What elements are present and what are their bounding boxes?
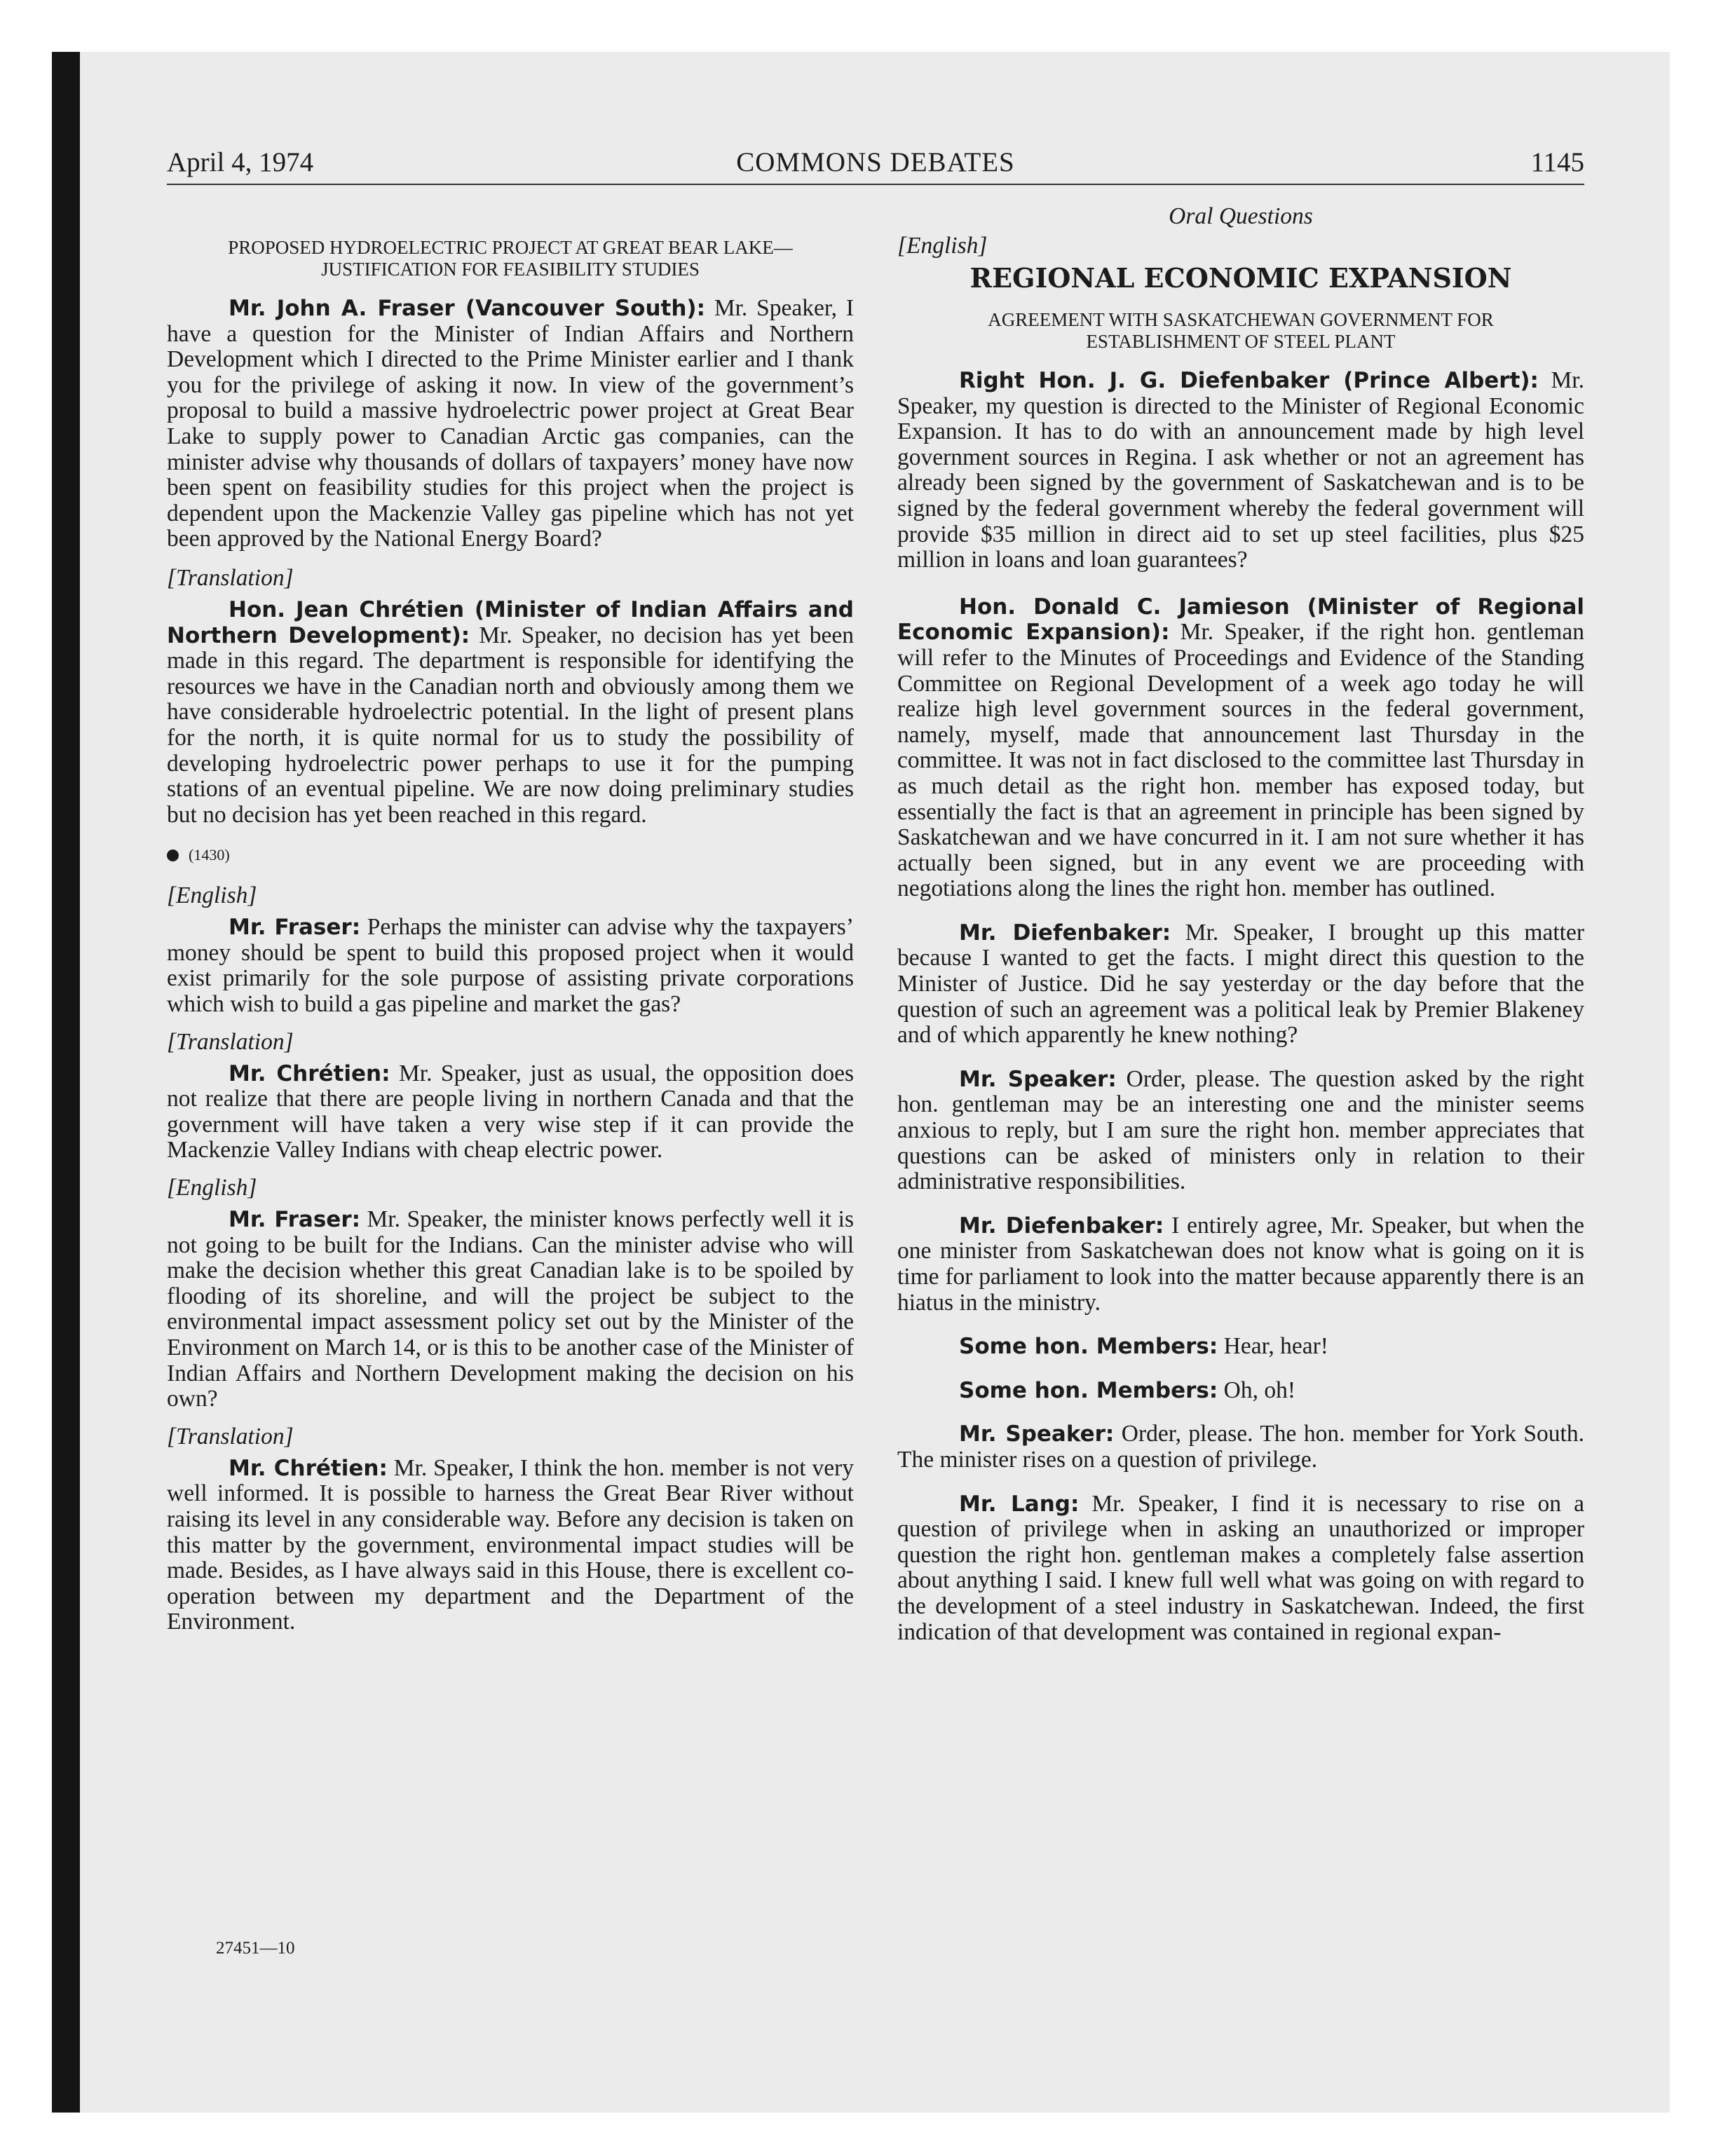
- paragraph: [167, 1456, 854, 1635]
- speaker-name: Mr. Fraser:: [229, 1207, 360, 1233]
- speech-text: Mr. Speaker, I brought up this matter because I wanted to get the facts. I might direct this question to the Minister of Justice. Did he say yesterday or the day before that the question of such an agreement was a political leak by Premier Blakeney and of which apparently he knew nothing?: [897, 919, 1584, 1049]
- speaker-name: Mr. Fraser:: [229, 915, 361, 941]
- speech-text: Mr. Speaker, my question is directed to the Minister of Regional Economic Expansion. It has to do with an announcement made by high level government sources in Regina. I ask whether or not an agreement has already been signed by the government of Saskatchewan and is to be signed by the federal government whereby the federal government will provide $35 million in direct aid to set up steel facilities, plus $25 million in loans and loan guarantees?: [897, 367, 1584, 573]
- speech-text: Order, please. The hon. member for York South. The minister rises on a question of privilege.: [897, 1421, 1584, 1473]
- paragraph: [167, 597, 854, 828]
- language-marker: [Translation]: [167, 1028, 294, 1055]
- speech-text: Mr. Speaker, I have a question for the Minister of Indian Affairs and Northern Development which I directed to the Prime Minister earlier and I thank you for the privilege of asking it now. In view of the government’s proposal to build a massive hydroelectric power project at Great Bear Lake to supply power to Canadian Arctic gas companies, can the minister advise why thousands of dollars of taxpayers’ money have now been spent on feasibility studies for this project when the project is dependent upon the Mackenzie Valley gas pipeline which has not yet been approved by the National Energy Board?: [167, 295, 854, 552]
- speech-text: Mr. Speaker, I find it is necessary to rise on a question of privilege when in asking an unauthorized or improper question the right hon. gentleman makes a completely false assertion about anything I said. I knew full well what was going on with regard to the development of a steel industry in Saskatchewan. Indeed, the first indication of that development was contained in regional expan-: [897, 1490, 1584, 1645]
- section-heading: REGIONAL ECONOMIC EXPANSION: [969, 262, 1512, 294]
- left-subheading: PROPOSED HYDROELECTRIC PROJECT AT GREAT BEAR LAKE—JUSTIFICATION FOR FEASIBILITY STUDIES: [228, 237, 793, 280]
- time-marker-text: (1430): [189, 846, 230, 864]
- paragraph: [167, 915, 854, 1017]
- language-marker: [English]: [167, 882, 257, 909]
- bullet-dot-icon: [167, 850, 179, 861]
- speech-text: I entirely agree, Mr. Speaker, but when the one minister from Saskatchewan does not know what is going on it is time for parliament to look into the matter because apparently there is an hiatus in the ministry.: [897, 1212, 1584, 1316]
- speech-text: Mr. Speaker, the minister knows perfectly well it is not going to be built for the Indians. Can the minister advise who will make the decision whether this great Canadian lake is to be spoiled by flooding of its shoreline, and will the project be subject to the environmental impact assessment policy set out by the Minister of the Environment on March 14, or is this to be another case of the Minister of Indian Affairs and Northern Development making the decision on his own?: [167, 1206, 854, 1412]
- speaker-name: Mr. Chrétien:: [229, 1060, 390, 1086]
- speaker-name: Mr. Speaker:: [959, 1066, 1117, 1092]
- language-marker: [English]: [167, 1175, 257, 1201]
- paragraph: [167, 1061, 854, 1164]
- language-marker: [English]: [897, 233, 988, 259]
- header-page-number: 1145: [1530, 147, 1584, 177]
- speaker-name: Mr. Diefenbaker:: [959, 1213, 1164, 1239]
- language-marker: [Translation]: [167, 564, 294, 591]
- paragraph: [167, 296, 854, 552]
- paragraph: [897, 1334, 1584, 1360]
- speaker-name: Hon. Donald C. Jamieson (Minister of Regional Economic Expansion):: [897, 594, 1584, 646]
- right-subheading: AGREEMENT WITH SASKATCHEWAN GOVERNMENT FOR ESTABLISHMENT OF STEEL PLANT: [988, 309, 1494, 352]
- speech-text: Mr. Speaker, no decision has yet been made in this regard. The department is responsible for identifying the resources we have in the Canadian north and obviously among them we have considerable hydroelectric potential. In the light of present plans for the north, it is quite normal for us to study the possibility of developing hydroelectric power perhaps to use it for the pumping stations of an eventual pipeline. We are now doing preliminary studies but no decision has yet been reached in this regard.: [167, 622, 854, 828]
- speaker-name: Mr. Diefenbaker:: [959, 920, 1171, 946]
- speech-text: Perhaps the minister can advise why the taxpayers’ money should be spent to build this proposed project when it would exist primarily for the sole purpose of assisting private corporations which wish to build a gas pipeline and market the gas?: [167, 914, 854, 1018]
- speaker-name: Mr. John A. Fraser (Vancouver South):: [229, 296, 705, 321]
- header-date: April 4, 1974: [167, 147, 314, 177]
- speaker-name: Mr. Chrétien:: [229, 1455, 388, 1481]
- paragraph: [897, 594, 1584, 902]
- speech-text: Mr. Speaker, just as usual, the opposition does not realize that there are people living in northern Canada and that the government will have taken a very wise step if it can provide the Mackenzie Valley Indians with cheap electric power.: [167, 1060, 854, 1164]
- speaker-name: Mr. Lang:: [959, 1491, 1080, 1517]
- paragraph: [897, 920, 1584, 1049]
- right-column: [897, 198, 1584, 1645]
- paragraph: [897, 1492, 1584, 1646]
- speaker-name: Some hon. Members:: [959, 1377, 1218, 1403]
- left-column: [167, 198, 854, 1635]
- speech-text: Mr. Speaker, if the right hon. gentleman will refer to the Minutes of Proceedings and Evidence of the Standing Committee on Regional Development of a week ago today he will realize high level government sources in the federal government, namely, myself, made that announcement last Thursday in the committee. It was not in fact disclosed to the committee last Thursday in as much detail as the right hon. member has exposed today, but essentially the fact is that an agreement in principle has been signed by Saskatchewan and we have concurred in it. I am not sure whether it has actually been signed, but in any event we are proceeding with negotiations along the lines the right hon. member has outlined.: [897, 619, 1584, 902]
- footer-code: 27451—10: [216, 1939, 295, 1958]
- page-header: [167, 144, 1584, 185]
- speaker-name: Mr. Speaker:: [959, 1421, 1115, 1447]
- speech-text: Hear, hear!: [1218, 1333, 1328, 1360]
- speech-text: Order, please. The question asked by the right hon. gentleman may be an interesting one and the minister seems anxious to reply, but I am sure the right hon. member appreciates that questions can be asked of ministers only in relation to their administrative responsibilities.: [897, 1065, 1584, 1195]
- time-marker: [167, 846, 854, 864]
- speaker-name: Some hon. Members:: [959, 1334, 1218, 1360]
- paragraph: [897, 1213, 1584, 1316]
- scan-edge-shadow: [52, 52, 80, 2113]
- speech-text: Mr. Speaker, I think the hon. member is not very well informed. It is possible to harness the Great Bear River without raising its level in any considerable way. Before any decision is taken on this matter by the government, environmental impact studies will be made. Besides, as I have always said in this House, there is excellent co-operation between my department and the Department of the Environment.: [167, 1454, 854, 1635]
- paragraph: [897, 1067, 1584, 1195]
- header-title: COMMONS DEBATES: [736, 147, 1015, 177]
- paragraph: [897, 1378, 1584, 1404]
- speaker-name: Right Hon. J. G. Diefenbaker (Prince Albert):: [959, 368, 1539, 393]
- paragraph: [167, 1207, 854, 1412]
- paragraph: [897, 1421, 1584, 1473]
- section-running-title: Oral Questions: [1169, 203, 1313, 229]
- speaker-name: Hon. Jean Chrétien (Minister of Indian Affairs and Northern Development):: [167, 596, 854, 648]
- paragraph: [897, 368, 1584, 573]
- language-marker: [Translation]: [167, 1423, 294, 1449]
- speech-text: Oh, oh!: [1218, 1377, 1296, 1403]
